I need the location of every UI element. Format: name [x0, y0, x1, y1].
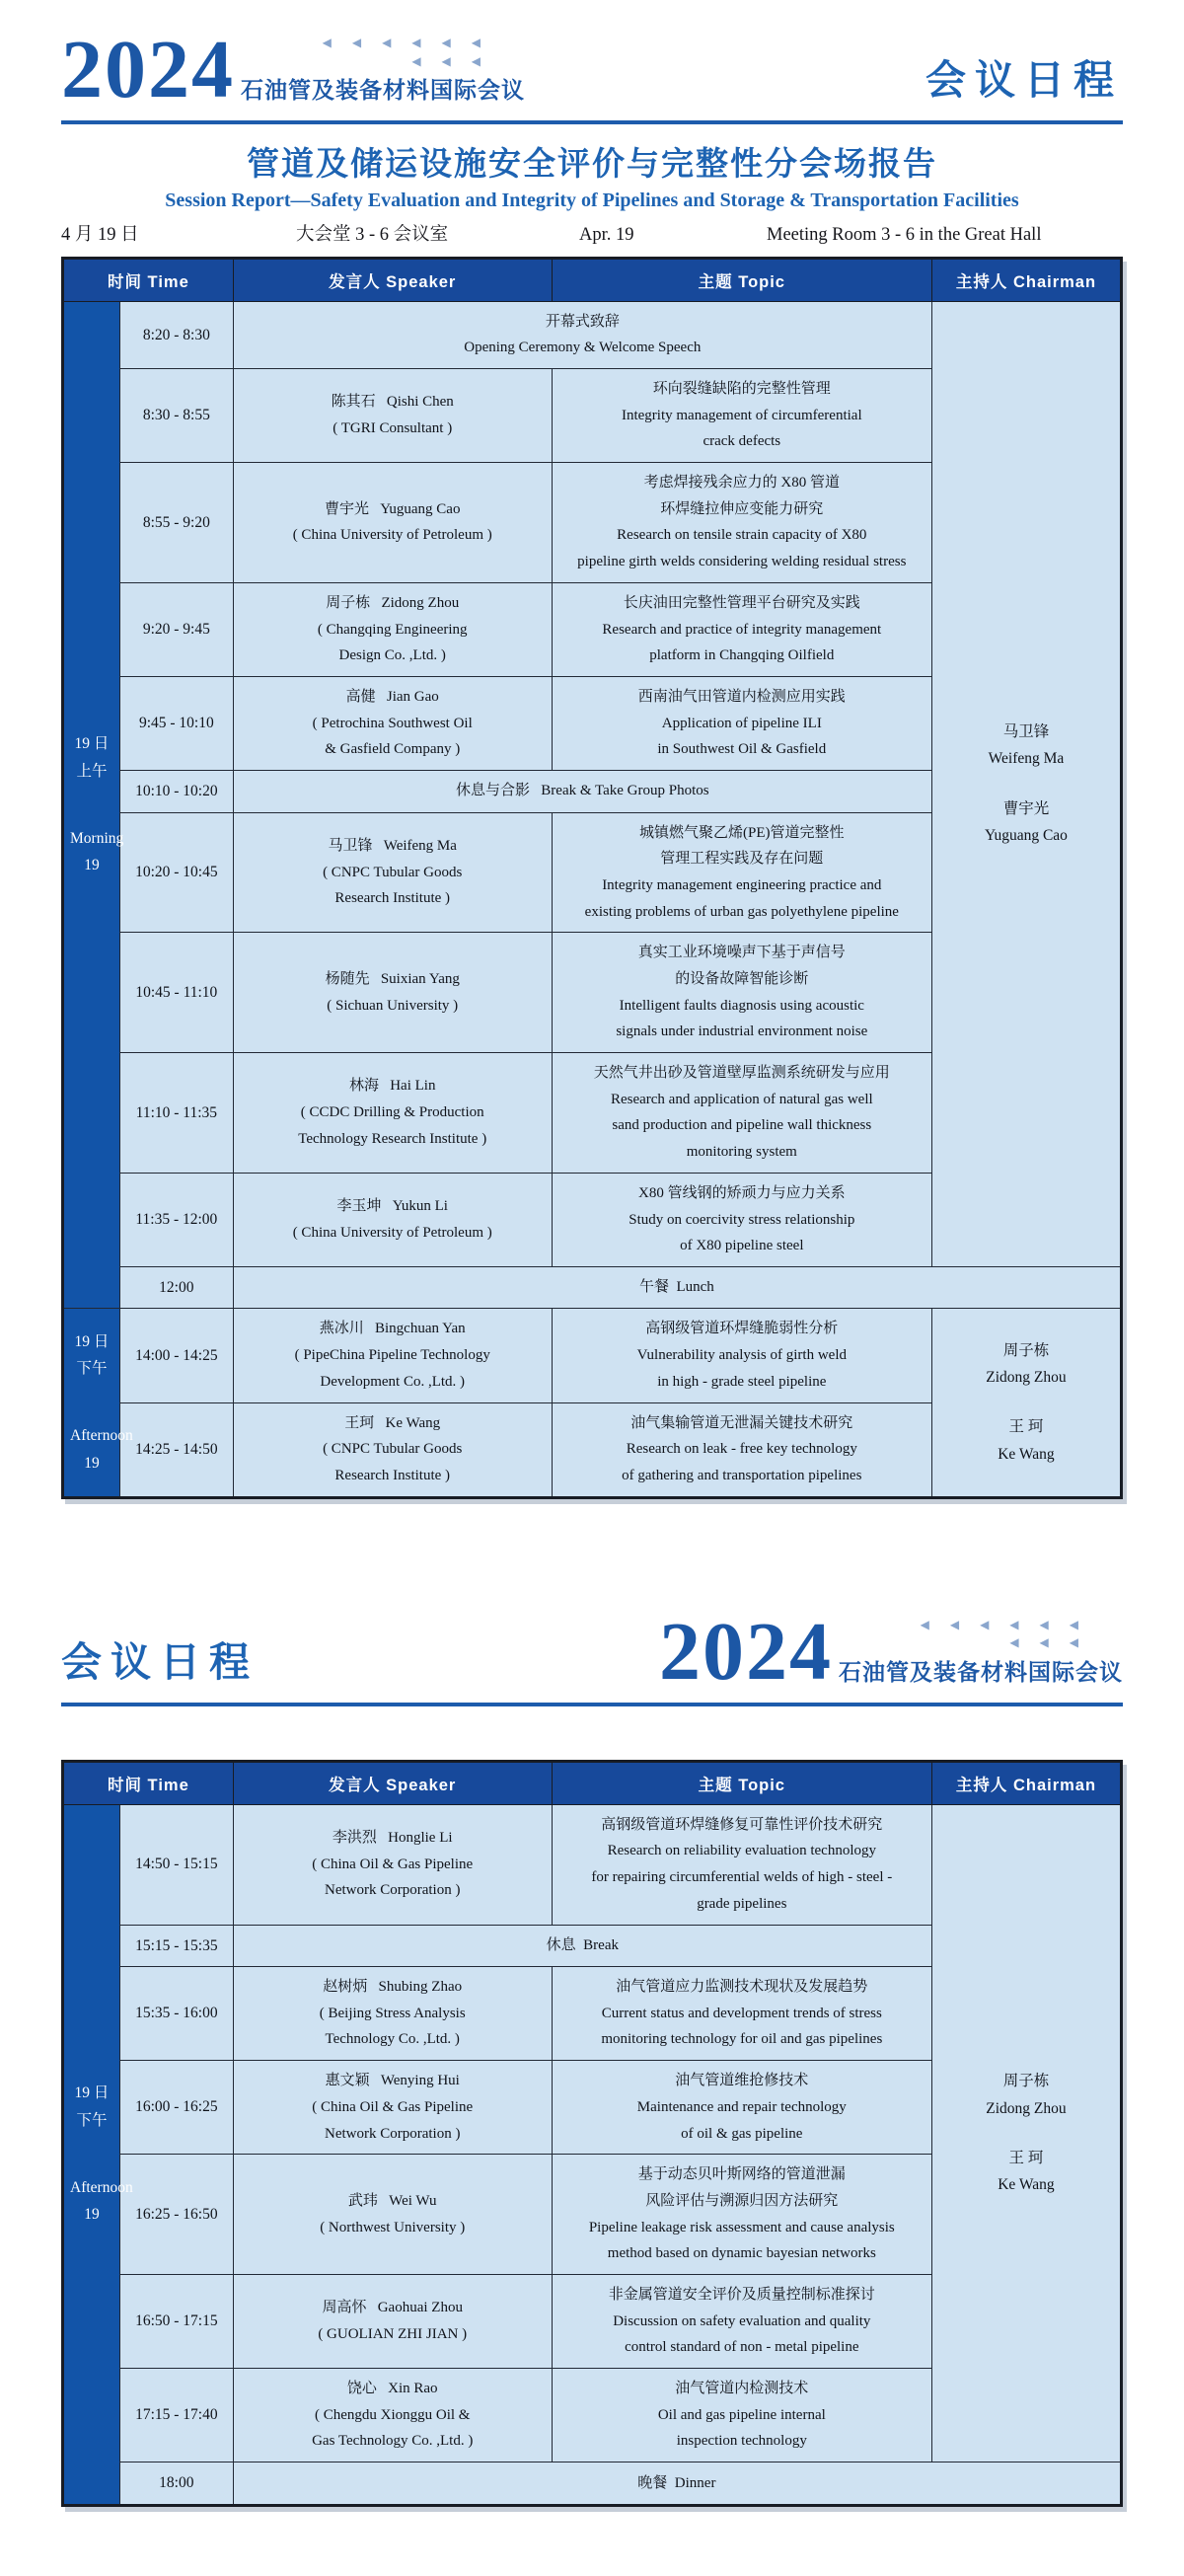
merge-line: 休息与合影 Break & Take Group Photos	[456, 783, 709, 799]
speaker-line: 燕冰川 Bingchuan Yan	[319, 1321, 466, 1337]
topic-cell	[552, 812, 931, 933]
topic-line: Oil and gas pipeline internal	[657, 2406, 826, 2423]
day-line: Afternoon	[70, 2178, 133, 2196]
topic-line: sand production and pipeline wall thickness	[612, 1117, 872, 1134]
topic-line: grade pipelines	[697, 1895, 787, 1912]
schedule-table-page1	[61, 257, 1123, 1499]
day-line: 19	[84, 857, 100, 874]
page1-header	[61, 24, 1123, 116]
day-line: Afternoon	[70, 1427, 133, 1445]
merge-line: 晚餐 Dinner	[637, 2474, 716, 2491]
logo-org-text: 石油管及装备材料国际会议	[241, 77, 525, 104]
time-line: 12:00	[159, 1278, 194, 1296]
time-line: 8:30 - 8:55	[142, 407, 210, 424]
speaker-cell	[233, 1402, 552, 1497]
speaker-cell	[233, 812, 552, 933]
chair-line: 王 珂	[1008, 2149, 1044, 2166]
speaker-line: 王珂 Ke Wang	[344, 1414, 441, 1431]
topic-line: Maintenance and repair technology	[636, 2098, 847, 2115]
col-header-time: 时间 Time	[63, 1761, 234, 1804]
speaker-line: 赵树炳 Shubing Zhao	[323, 1979, 463, 1996]
speaker-cell	[233, 1053, 552, 1174]
topic-line: 长庆油田完整性管理平台研究及实践	[623, 594, 860, 611]
page2-header	[61, 1605, 1123, 1698]
chair-line: 马卫锋	[1002, 722, 1050, 740]
logo-year-text: 2024	[659, 1605, 833, 1698]
speaker-line: 李洪烈 Honglie Li	[332, 1830, 453, 1847]
time-cell	[119, 676, 233, 770]
speaker-line: ( China Oil & Gas Pipeline	[312, 1856, 474, 1872]
speaker-cell	[233, 1967, 552, 2061]
time-line: 14:50 - 15:15	[135, 1856, 218, 1873]
topic-line: 的设备故障智能诊断	[675, 971, 809, 987]
topic-line: 高钢级管道环焊缝脆弱性分析	[645, 1321, 839, 1337]
time-line: 10:10 - 10:20	[135, 782, 218, 799]
time-line: 8:20 - 8:30	[142, 326, 210, 343]
triangle-row: ◀ ◀ ◀	[411, 53, 489, 68]
speaker-line: 李玉坤 Yukun Li	[336, 1198, 448, 1215]
speaker-line: 陈其石 Qishi Chen	[331, 394, 454, 411]
triangle-row: ◀ ◀ ◀ ◀ ◀ ◀	[920, 1617, 1087, 1631]
topic-line: Research on tensile strain capacity of X80	[617, 527, 867, 544]
speaker-line: & Gasfield Company )	[325, 741, 461, 758]
logo-right-block	[839, 1616, 1123, 1687]
day-line: 19 日	[74, 1332, 110, 1350]
speaker-line: 周子栋 Zidong Zhou	[326, 594, 460, 611]
speaker-line: ( Sichuan University )	[327, 997, 459, 1014]
speaker-line: ( Northwest University )	[320, 2219, 466, 2235]
topic-cell	[552, 2061, 931, 2155]
time-line: 10:20 - 10:45	[135, 864, 218, 881]
speaker-cell	[233, 2155, 552, 2275]
time-cell	[119, 2061, 233, 2155]
speaker-line: Design Co. ,Ltd. )	[338, 647, 446, 664]
topic-line: in Southwest Oil & Gasfield	[657, 741, 827, 758]
topic-cell	[552, 1402, 931, 1497]
topic-cell	[552, 2155, 931, 2275]
time-line: 16:00 - 16:25	[135, 2098, 218, 2116]
speaker-line: Research Institute )	[334, 1467, 451, 1483]
topic-line: control standard of non - metal pipeline	[625, 2339, 859, 2356]
time-cell	[119, 369, 233, 463]
topic-line: Vulnerability analysis of girth weld	[636, 1347, 847, 1364]
page-gap	[61, 1499, 1123, 1616]
time-cell	[119, 1402, 233, 1497]
time-line: 15:35 - 16:00	[135, 2005, 218, 2022]
chair-line: Weifeng Ma	[988, 750, 1065, 768]
chair-cell	[931, 1804, 1121, 2462]
day-line: 19	[84, 2206, 100, 2224]
topic-line: 油气管道维抢修技术	[675, 2073, 809, 2089]
topic-cell	[552, 676, 931, 770]
table-header-row	[63, 258, 1122, 301]
triangle-row: ◀ ◀ ◀ ◀ ◀ ◀	[322, 36, 489, 49]
merge-line: 休息 Break	[546, 1936, 619, 1953]
chair-line: 周子栋	[1002, 2073, 1050, 2090]
topic-line: 西南油气田管道内检测应用实践	[637, 688, 846, 705]
chair-line: 曹宇光	[1002, 799, 1050, 817]
schedule-table-slot-1	[61, 257, 1123, 1499]
speaker-cell	[233, 2274, 552, 2368]
time-cell	[119, 1309, 233, 1402]
left-triangles-icon	[921, 1616, 1087, 1652]
speaker-line: ( GUOLIAN ZHI JIAN )	[318, 2326, 468, 2342]
topic-cell	[552, 2369, 931, 2462]
time-line: 16:50 - 17:15	[135, 2312, 218, 2330]
topic-line: signals under industrial environment noise	[616, 1023, 868, 1040]
speaker-cell	[233, 676, 552, 770]
time-cell	[119, 2155, 233, 2275]
topic-cell	[552, 933, 931, 1053]
table-row	[63, 1309, 1122, 1402]
topic-cell	[552, 1967, 931, 2061]
info-room-en: Meeting Room 3 - 6 in the Great Hall	[767, 224, 1042, 245]
topic-line: X80 管线钢的矫顽力与应力关系	[638, 1184, 846, 1201]
speaker-line: ( CNPC Tubular Goods	[323, 1441, 463, 1458]
time-line: 17:15 - 17:40	[135, 2406, 218, 2424]
topic-line: 环焊缝拉伸应变能力研究	[660, 500, 824, 517]
merge-cell	[233, 1925, 931, 1967]
topic-line: Study on coercivity stress relationship	[629, 1211, 855, 1228]
table-row	[63, 1266, 1122, 1309]
topic-line: Integrity management of circumferential	[621, 407, 862, 423]
topic-line: Research on reliability evaluation technology	[607, 1843, 877, 1859]
time-cell	[119, 301, 233, 368]
speaker-cell	[233, 463, 552, 583]
topic-line: Application of pipeline ILI	[661, 715, 822, 731]
time-cell	[119, 2462, 233, 2506]
speaker-line: ( Petrochina Southwest Oil	[312, 715, 473, 731]
topic-line: existing problems of urban gas polyethylene pipeline	[584, 903, 899, 920]
speaker-cell	[233, 2369, 552, 2462]
table-row	[63, 301, 1122, 368]
topic-cell	[552, 1173, 931, 1266]
time-line: 10:45 - 11:10	[135, 983, 218, 1001]
topic-line: monitoring system	[686, 1144, 797, 1161]
topic-line: 管理工程实践及存在问题	[660, 851, 824, 868]
speaker-line: ( Chengdu Xionggu Oil &	[314, 2406, 471, 2423]
topic-line: Current status and development trends of stress	[601, 2005, 882, 2021]
topic-line: of gathering and transportation pipelines	[622, 1467, 862, 1483]
time-cell	[119, 770, 233, 812]
topic-line: method based on dynamic bayesian networks	[607, 2245, 876, 2262]
speaker-line: ( Beijing Stress Analysis	[319, 2005, 466, 2021]
time-line: 11:35 - 12:00	[135, 1211, 218, 1229]
time-cell	[119, 463, 233, 583]
topic-line: 油气管道内检测技术	[675, 2381, 809, 2397]
day-line: 下午	[76, 2111, 108, 2129]
topic-cell	[552, 1309, 931, 1402]
time-line: 9:20 - 9:45	[142, 621, 210, 639]
day-line: 19 日	[74, 735, 110, 753]
col-header-speaker: 发言人 Speaker	[233, 1761, 552, 1804]
chair-cell	[931, 1309, 1121, 1497]
chair-line: Ke Wang	[998, 1445, 1055, 1463]
speaker-line: Network Corporation )	[324, 1882, 461, 1899]
speaker-line: 惠文颖 Wenying Hui	[325, 2073, 460, 2089]
topic-line: of X80 pipeline steel	[680, 1238, 804, 1254]
merge-line: Opening Ceremony & Welcome Speech	[464, 340, 702, 356]
speaker-cell	[233, 2061, 552, 2155]
topic-line: 油气管道应力监测技术现状及发展趋势	[616, 1979, 868, 1996]
day-line	[70, 1383, 113, 1422]
time-line: 9:45 - 10:10	[138, 715, 214, 732]
speaker-cell	[233, 582, 552, 676]
speaker-line: ( PipeChina Pipeline Technology	[294, 1347, 490, 1364]
speaker-line: ( China University of Petroleum )	[292, 527, 492, 544]
time-cell	[119, 1967, 233, 2061]
time-line: 11:10 - 11:35	[135, 1103, 218, 1121]
time-line: 15:15 - 15:35	[135, 1936, 218, 1954]
col-header-speaker: 发言人 Speaker	[233, 258, 552, 301]
speaker-line: 杨随先 Suixian Yang	[325, 971, 460, 987]
time-line: 18:00	[159, 2474, 194, 2492]
speaker-line: Gas Technology Co. ,Ltd. )	[312, 2433, 474, 2450]
schedule-table-page2	[61, 1760, 1123, 2507]
logo-year-text: 2024	[61, 24, 235, 116]
time-line: 14:25 - 14:50	[135, 1440, 218, 1458]
speaker-cell	[233, 1173, 552, 1266]
day-line: 下午	[76, 1360, 108, 1378]
speaker-cell	[233, 933, 552, 1053]
info-room-cn: 大会堂 3 - 6 会议室	[296, 224, 449, 245]
day-line: 上午	[76, 762, 108, 780]
day-cell	[63, 1804, 133, 2505]
time-line: 8:55 - 9:20	[142, 513, 210, 531]
topic-line: pipeline girth welds considering welding residual stress	[577, 554, 907, 570]
topic-line: inspection technology	[676, 2433, 807, 2450]
time-line: 14:00 - 14:25	[135, 1346, 218, 1364]
chair-line	[938, 773, 1114, 795]
topic-line: of oil & gas pipeline	[681, 2125, 803, 2142]
day-line	[70, 785, 113, 824]
chair-line	[938, 1392, 1114, 1413]
schedule-table-slot-2	[61, 1760, 1123, 2507]
speaker-line: Development Co. ,Ltd. )	[320, 1373, 466, 1390]
chair-line: Zidong Zhou	[986, 1369, 1067, 1387]
speaker-line: 曹宇光 Yuguang Cao	[324, 500, 461, 517]
topic-line: 风险评估与溯源归因方法研究	[645, 2192, 839, 2209]
table-header-row	[63, 1761, 1122, 1804]
chair-line: Ke Wang	[998, 2176, 1055, 2194]
chair-cell	[931, 301, 1121, 1266]
col-header-chairman: 主持人 Chairman	[931, 1761, 1121, 1804]
topic-line: Research and practice of integrity management	[602, 621, 882, 638]
chair-line: 周子栋	[1002, 1341, 1050, 1359]
speaker-line: 高健 Jian Gao	[345, 688, 439, 705]
topic-line: monitoring technology for oil and gas pipelines	[601, 2031, 883, 2048]
topic-line: Intelligent faults diagnosis using acoustic	[619, 997, 864, 1014]
speaker-cell	[233, 1309, 552, 1402]
speaker-line: 饶心 Xin Rao	[346, 2381, 438, 2397]
info-date-en: Apr. 19	[579, 224, 634, 245]
time-cell	[119, 1925, 233, 1967]
topic-line: Discussion on safety evaluation and quality	[613, 2312, 871, 2329]
time-line: 16:25 - 16:50	[135, 2205, 218, 2223]
info-date-cn: 4 月 19 日	[61, 224, 139, 245]
speaker-line: Technology Co. ,Ltd. )	[325, 2031, 460, 2048]
session-title-cn: 管道及储运设施安全评价与完整性分会场报告	[247, 147, 937, 184]
agenda-title: 会议日程	[925, 57, 1123, 104]
day-cell	[63, 1309, 133, 1497]
day-line	[70, 2135, 113, 2174]
day-line: 19	[84, 1454, 100, 1472]
triangle-row: ◀ ◀ ◀	[1009, 1635, 1087, 1650]
header-rule	[61, 120, 1123, 124]
topic-line: platform in Changqing Oilfield	[649, 647, 835, 664]
left-triangles-icon	[323, 34, 489, 70]
col-header-topic: 主题 Topic	[552, 1761, 931, 1804]
topic-line: Research on leak - free key technology	[626, 1441, 857, 1458]
time-cell	[119, 1053, 233, 1174]
topic-line: 真实工业环境噪声下基于声信号	[637, 945, 846, 961]
col-header-chairman: 主持人 Chairman	[931, 258, 1121, 301]
speaker-line: ( TGRI Consultant )	[333, 420, 453, 437]
speaker-line: 林海 Hai Lin	[348, 1078, 436, 1095]
table-row	[63, 2462, 1122, 2506]
topic-line: 城镇燃气聚乙烯(PE)管道完整性	[639, 824, 845, 841]
header-rule	[61, 1703, 1123, 1706]
time-cell	[119, 2274, 233, 2368]
speaker-line: ( China University of Petroleum )	[292, 1224, 492, 1241]
topic-line: 油气集输管道无泄漏关键技术研究	[630, 1414, 853, 1431]
speaker-line: 周高怀 Gaohuai Zhou	[322, 2300, 463, 2316]
time-cell	[119, 812, 233, 933]
time-cell	[119, 582, 233, 676]
day-line: Morning	[70, 829, 124, 847]
time-cell	[119, 933, 233, 1053]
topic-line: 考虑焊接残余应力的 X80 管道	[643, 475, 840, 492]
topic-line: Integrity management engineering practice and	[602, 876, 882, 893]
col-header-time: 时间 Time	[63, 258, 234, 301]
topic-cell	[552, 2274, 931, 2368]
chair-line	[938, 2122, 1114, 2144]
chair-line: Yuguang Cao	[984, 827, 1068, 845]
topic-line: for repairing circumferential welds of high - steel -	[591, 1869, 893, 1886]
conference-logo	[659, 1605, 1123, 1698]
speaker-cell	[233, 369, 552, 463]
speaker-line: 武玮 Wei Wu	[347, 2192, 437, 2209]
chair-line: Zidong Zhou	[986, 2099, 1067, 2117]
speaker-line: ( CNPC Tubular Goods	[323, 864, 463, 880]
topic-cell	[552, 1053, 931, 1174]
topic-line: 环向裂缝缺陷的完整性管理	[652, 381, 831, 398]
topic-cell	[552, 582, 931, 676]
table-row	[63, 1804, 1122, 1925]
speaker-line: Technology Research Institute )	[298, 1130, 487, 1147]
merge-line: 午餐 Lunch	[638, 1279, 714, 1296]
logo-right-block	[241, 34, 525, 105]
time-cell	[119, 1804, 233, 1925]
topic-line: Research and application of natural gas well	[610, 1091, 873, 1107]
topic-line: 天然气井出砂及管道壁厚监测系统研发与应用	[593, 1065, 890, 1082]
day-line: 19 日	[74, 2084, 110, 2102]
topic-line: in high - grade steel pipeline	[657, 1373, 827, 1390]
topic-line: 非金属管道安全评价及质量控制标准探讨	[608, 2286, 875, 2303]
topic-cell	[552, 1804, 931, 1925]
time-cell	[119, 2369, 233, 2462]
session-info-row	[61, 223, 1123, 249]
conference-logo	[61, 24, 525, 116]
topic-line: 基于动态贝叶斯网络的管道泄漏	[637, 2166, 846, 2183]
speaker-line: ( CCDC Drilling & Production	[300, 1104, 484, 1121]
time-cell	[119, 1266, 233, 1309]
merge-cell	[233, 2462, 1121, 2506]
session-title-en: Session Report—Safety Evaluation and Integrity of Pipelines and Storage & Transportation Facilities	[165, 189, 1019, 211]
logo-org-text: 石油管及装备材料国际会议	[839, 1658, 1123, 1685]
speaker-line: ( Changqing Engineering	[317, 621, 468, 638]
speaker-line: 马卫锋 Weifeng Ma	[328, 837, 457, 854]
topic-line: 高钢级管道环焊缝修复可靠性评价技术研究	[601, 1816, 883, 1833]
col-header-topic: 主题 Topic	[552, 258, 931, 301]
topic-cell	[552, 369, 931, 463]
time-cell	[119, 1173, 233, 1266]
topic-line: crack defects	[703, 433, 781, 450]
merge-line: 开幕式致辞	[545, 313, 620, 330]
topic-cell	[552, 463, 931, 583]
speaker-cell	[233, 1804, 552, 1925]
topic-line: Pipeline leakage risk assessment and cause analysis	[588, 2219, 895, 2235]
merge-cell	[233, 770, 931, 812]
speaker-line: ( China Oil & Gas Pipeline	[312, 2098, 474, 2115]
merge-cell	[233, 301, 931, 368]
chair-line: 王 珂	[1008, 1418, 1044, 1436]
merge-cell	[233, 1266, 1121, 1309]
agenda-title: 会议日程	[61, 1638, 259, 1685]
day-cell	[63, 301, 124, 1309]
speaker-line: Network Corporation )	[324, 2125, 461, 2142]
speaker-line: Research Institute )	[334, 890, 451, 907]
